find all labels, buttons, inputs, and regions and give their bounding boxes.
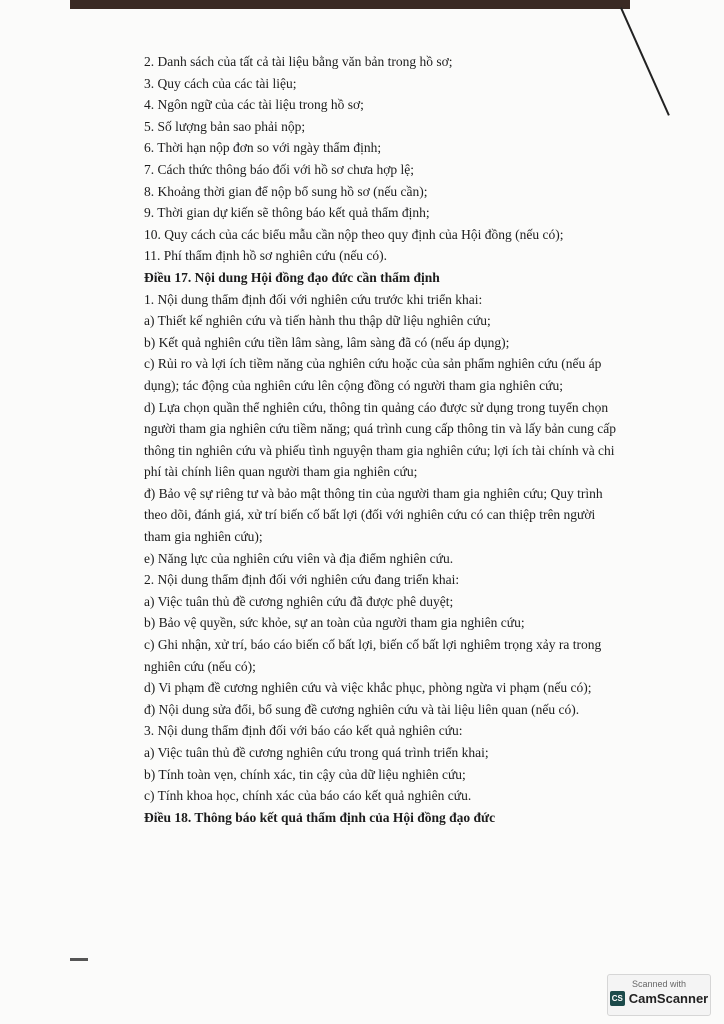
text-line: a) Việc tuân thủ đề cương nghiên cứu đã được phê duyệt; (144, 593, 454, 609)
text-line: dụng); tác động của nghiên cứu lên cộng đồng có người tham gia nghiên cứu; (144, 377, 563, 393)
text-line: 8. Khoảng thời gian để nộp bổ sung hồ sơ (nếu cần); (144, 183, 428, 199)
text-line: c) Ghi nhận, xử trí, báo cáo biến cố bất lợi, biến cố bất lợi nghiêm trọng xảy ra trong (144, 637, 602, 653)
text-line: a) Thiết kế nghiên cứu và tiến hành thu thập dữ liệu nghiên cứu; (144, 313, 491, 329)
text-line: 10. Quy cách của các biểu mẫu cần nộp theo quy định của Hội đồng (nếu có); (144, 226, 564, 242)
text-line: c) Rủi ro và lợi ích tiềm năng của nghiên cứu hoặc của sản phẩm nghiên cứu (nếu áp (144, 356, 602, 372)
text-line: 2. Nội dung thẩm định đối với nghiên cứu đang triển khai: (144, 572, 460, 588)
text-line: b) Bảo vệ quyền, sức khỏe, sự an toàn của người tham gia nghiên cứu; (144, 615, 525, 631)
scan-edge-mark (70, 958, 88, 961)
text-line: a) Việc tuân thủ đề cương nghiên cứu trong quá trình triển khai; (144, 745, 489, 760)
watermark-brand (608, 991, 710, 1006)
text-line: 6. Thời hạn nộp đơn so với ngày thẩm định; (144, 140, 382, 156)
scan-top-edge (70, 0, 630, 9)
watermark-brand-name: CamScanner (628, 991, 709, 1006)
text-line: d) Vi phạm đề cương nghiên cứu và việc khắc phục, phòng ngừa vi phạm (nếu có); (144, 680, 592, 696)
text-line: 7. Cách thức thông báo đối với hồ sơ chưa hợp lệ; (144, 161, 415, 177)
text-line: 1. Nội dung thẩm định đối với nghiên cứu trước khi triển khai: (144, 291, 483, 307)
scan-corner-line (620, 7, 670, 116)
text-line: đ) Nội dung sửa đổi, bổ sung đề cương nghiên cứu và tài liệu liên quan (nếu có). (144, 701, 580, 717)
text-line: tham gia nghiên cứu); (144, 529, 263, 545)
text-line: 9. Thời gian dự kiến sẽ thông báo kết quả thẩm định; (144, 205, 430, 221)
text-line: b) Tính toàn vẹn, chính xác, tin cậy của dữ liệu nghiên cứu; (144, 766, 466, 782)
text-line: nghiên cứu (nếu có); (144, 658, 256, 674)
camscanner-logo-icon: CS (610, 991, 625, 1006)
article-heading: Điều 17. Nội dung Hội đồng đạo đức cần thẩm định (144, 269, 440, 285)
text-line: 5. Số lượng bản sao phải nộp; (144, 118, 306, 134)
text-line: 4. Ngôn ngữ của các tài liệu trong hồ sơ; (144, 97, 364, 113)
text-line: c) Tính khoa học, chính xác của báo cáo kết quả nghiên cứu. (144, 788, 472, 804)
text-line: phí tài chính liên quan người tham gia nghiên cứu; (144, 464, 418, 480)
text-line: 11. Phí thẩm định hồ sơ nghiên cứu (nếu có). (144, 248, 388, 264)
article-heading: Điều 18. Thông báo kết quả thẩm định của Hội đồng đạo đức (144, 809, 496, 825)
watermark-caption: Scanned with (631, 979, 687, 989)
text-line: đ) Bảo vệ sự riêng tư và bảo mật thông tin của người tham gia nghiên cứu; Quy trình (144, 485, 603, 501)
text-line: theo dõi, đánh giá, xử trí biến cố bất lợi (đối với nghiên cứu có can thiệp trên người (144, 507, 596, 523)
text-line: 3. Quy cách của các tài liệu; (144, 75, 297, 91)
text-line: d) Lựa chọn quần thể nghiên cứu, thông tin quảng cáo được sử dụng trong tuyển chọn (144, 399, 609, 415)
text-line: 3. Nội dung thẩm định đối với báo cáo kết quả nghiên cứu: (144, 723, 463, 739)
text-line: b) Kết quả nghiên cứu tiền lâm sàng, lâm sàng đã có (nếu áp dụng); (144, 334, 510, 350)
camscanner-watermark (607, 974, 711, 1016)
text-line: người tham gia nghiên cứu tiềm năng; quá trình cung cấp thông tin và lấy bản cung cấp (144, 421, 617, 437)
document-body (144, 51, 617, 828)
text-line: 2. Danh sách của tất cả tài liệu bằng văn bản trong hồ sơ; (144, 54, 453, 69)
text-line: thông tin nghiên cứu và phiếu tình nguyện tham gia nghiên cứu; lợi ích tài chính và chi (144, 442, 615, 458)
text-line: e) Năng lực của nghiên cứu viên và địa điểm nghiên cứu. (144, 550, 454, 566)
